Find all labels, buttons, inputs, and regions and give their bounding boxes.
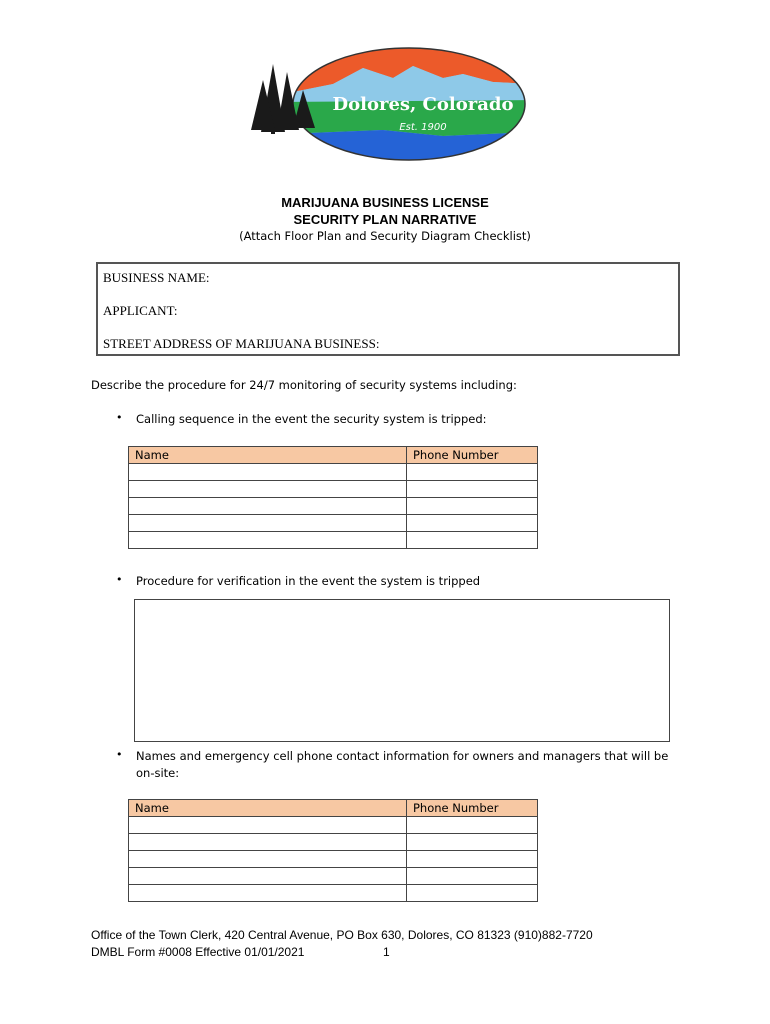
table-header-row [129,447,538,464]
table-row[interactable] [129,851,538,868]
table-row[interactable] [129,464,538,481]
phone-cell[interactable] [407,851,538,868]
phone-cell[interactable] [407,515,538,532]
bullet-verification: Procedure for verification in the event the system is tripped [136,574,481,588]
phone-cell[interactable] [407,532,538,549]
phone-cell[interactable] [407,481,538,498]
applicant-label[interactable]: APPLICANT: [103,303,178,318]
table-row[interactable] [129,481,538,498]
name-cell[interactable] [129,817,407,834]
phone-cell[interactable] [407,885,538,902]
table-header-row [129,800,538,817]
title-line-1: MARIJUANA BUSINESS LICENSE [281,195,489,210]
name-cell[interactable] [129,498,407,515]
phone-cell[interactable] [407,464,538,481]
footer-form-number: DMBL Form #0008 Effective 01/01/2021 [91,945,305,959]
table-row[interactable] [129,817,538,834]
col-phone-header: Phone Number [407,800,538,817]
table-row[interactable] [129,532,538,549]
col-phone-header: Phone Number [407,447,538,464]
phone-cell[interactable] [407,834,538,851]
name-cell[interactable] [129,481,407,498]
bullet-dot: • [116,411,123,424]
table-row[interactable] [129,868,538,885]
name-cell[interactable] [129,834,407,851]
name-cell[interactable] [129,464,407,481]
intro-text: Describe the procedure for 24/7 monitoring of security systems including: [91,378,517,392]
name-cell[interactable] [129,532,407,549]
table-row[interactable] [129,834,538,851]
logo-est-text: Est. 1900 [399,122,447,133]
street-address-label[interactable]: STREET ADDRESS OF MARIJUANA BUSINESS: [103,336,380,351]
footer-address: Office of the Town Clerk, 420 Central Avenue, PO Box 630, Dolores, CO 81323 (910)882-7720 [91,928,593,942]
dolores-logo [243,44,529,164]
phone-cell[interactable] [407,498,538,515]
verification-procedure-box[interactable] [134,599,670,742]
name-cell[interactable] [129,868,407,885]
bullet-dot: • [116,573,123,586]
name-cell[interactable] [129,885,407,902]
table-row[interactable] [129,515,538,532]
title-line-2: SECURITY PLAN NARRATIVE [293,212,477,227]
name-cell[interactable] [129,515,407,532]
bullet-calling-sequence: Calling sequence in the event the security system is tripped: [136,412,487,426]
business-info-box [96,262,680,356]
phone-cell[interactable] [407,868,538,885]
bullet-emergency-contacts: Names and emergency cell phone contact information for owners and managers that will be on-site: [136,749,669,780]
emergency-contacts-table [128,799,538,902]
col-name-header: Name [129,447,407,464]
calling-sequence-table [128,446,538,549]
logo-town-text: Dolores, Colorado [332,94,514,115]
bullet-dot: • [116,748,123,761]
page-number: 1 [383,945,390,959]
table-row[interactable] [129,885,538,902]
name-cell[interactable] [129,851,407,868]
subtitle: (Attach Floor Plan and Security Diagram Checklist) [239,229,531,243]
table-row[interactable] [129,498,538,515]
phone-cell[interactable] [407,817,538,834]
business-name-label[interactable]: BUSINESS NAME: [103,270,210,285]
col-name-header: Name [129,800,407,817]
